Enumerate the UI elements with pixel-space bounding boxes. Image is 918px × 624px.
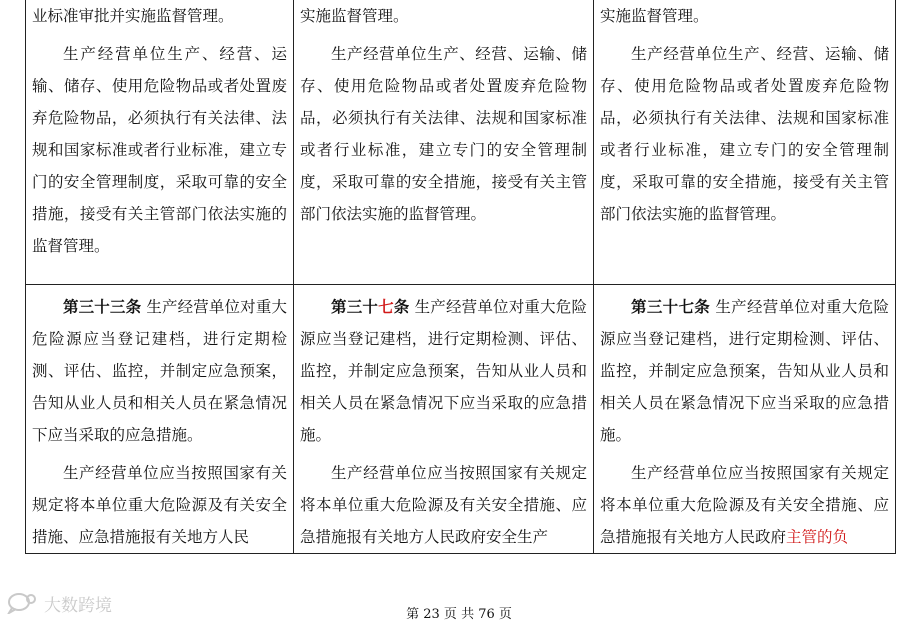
- table-cell-draft-law: [294, 0, 594, 285]
- paragraph: 实施监督管理。: [600, 7, 709, 25]
- paragraph: 生产经营单位生产、经营、运输、储存、使用危险物品或者处置废弃危险物品，必须执行有关法律、法规和国家标准或者行业标准，建立专门的安全管理制度，采取可靠的安全措施，接受有关主管部门依法实施的监督管理。: [32, 45, 287, 255]
- article-number: 第三十七条: [631, 297, 711, 316]
- paragraph: [600, 457, 889, 553]
- changed-text: 主管的负: [786, 528, 849, 546]
- article-number: 第三十三条: [63, 297, 142, 316]
- paragraph: 生产经营单位应当按照国家有关规定将本单位重大危险源及有关安全措施、应急措施报有关地方人民政府安全生产: [300, 464, 587, 546]
- article-prefix: 第三十: [331, 297, 379, 316]
- paragraph-text: 生产经营单位应当按照国家有关规定将本单位重大危险源及有关安全措施、应急措施报有关地方人民政府: [600, 464, 889, 546]
- table-cell-new-law: [594, 0, 896, 285]
- paragraph: 实施监督管理。: [300, 7, 409, 25]
- paragraph-text: 生产经营单位对重大危险源应当登记建档，进行定期检测、评估、监控，并制定应急预案，告知从业人员和相关人员在紧急情况下应当采取的应急措施。: [300, 298, 587, 444]
- paragraph: 业标准审批并实施监督管理。: [32, 7, 234, 25]
- page-number: 第 23 页 共 76 页: [406, 607, 512, 622]
- paragraph: 生产经营单位生产、经营、运输、储存、使用危险物品或者处置废弃危险物品，必须执行有关法律、法规和国家标准或者行业标准，建立专门的安全管理制度，采取可靠的安全措施，接受有关主管部门依法实施的监督管理。: [600, 45, 889, 223]
- table-row: [26, 0, 896, 285]
- table-cell-new-law: [594, 285, 896, 554]
- paragraph: 生产经营单位生产、经营、运输、储存、使用危险物品或者处置废弃危险物品，必须执行有关法律、法规和国家标准或者行业标准，建立专门的安全管理制度，采取可靠的安全措施，接受有关主管部门依法实施的监督管理。: [300, 45, 587, 223]
- table-cell-draft-law: [294, 285, 594, 554]
- changed-text: 七: [378, 297, 394, 316]
- comparison-table: [25, 0, 896, 554]
- article-suffix: 条: [393, 297, 410, 316]
- article-number: [331, 297, 409, 316]
- watermark-text: 大数跨境: [44, 595, 112, 616]
- paragraph: 生产经营单位应当按照国家有关规定将本单位重大危险源及有关安全措施、应急措施报有关地方人民: [32, 464, 287, 546]
- table-cell-old-law: [26, 0, 294, 285]
- table-cell-old-law: [26, 285, 294, 554]
- paragraph-text: 生产经营单位对重大危险源应当登记建档，进行定期检测、评估、监控，并制定应急预案，告知从业人员和相关人员在紧急情况下应当采取的应急措施。: [32, 298, 287, 444]
- paragraph-text: 生产经营单位对重大危险源应当登记建档，进行定期检测、评估、监控，并制定应急预案，告知从业人员和相关人员在紧急情况下应当采取的应急措施。: [600, 298, 889, 444]
- table-row: [26, 285, 896, 554]
